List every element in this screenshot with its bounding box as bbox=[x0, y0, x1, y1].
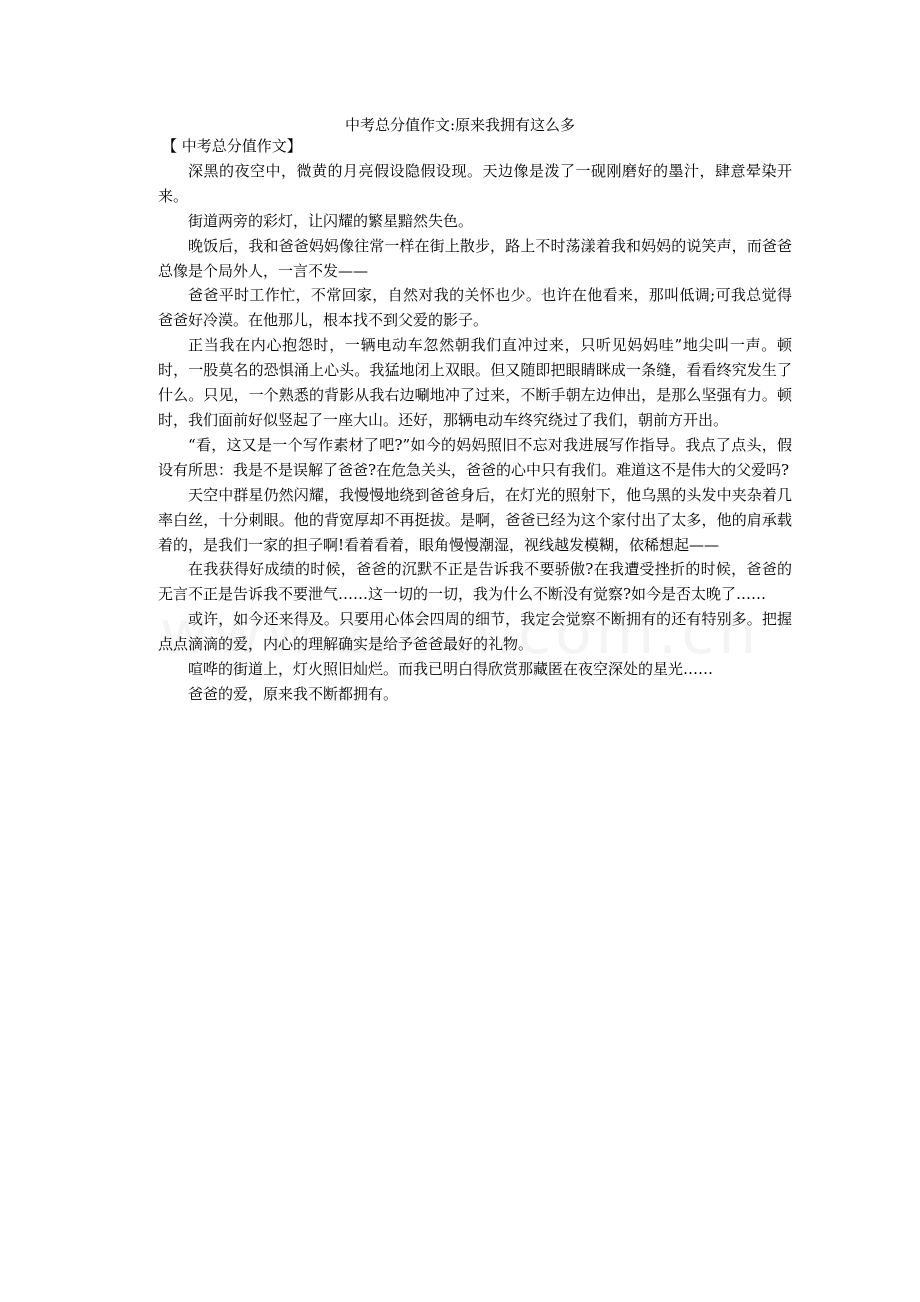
paragraph: 在我获得好成绩的时候，爸爸的沉默不正是告诉我不要骄傲?在我遭受挫折的时候，爸爸的无言不正是告诉我不要泄气……这一切的一切，我为什么不断没有觉察?如今是否太晚了…… bbox=[158, 560, 792, 604]
paragraph: 街道两旁的彩灯，让闪耀的繁星黯然失色。 bbox=[188, 211, 474, 230]
paragraph: 爸爸的爱，原来我不断都拥有。 bbox=[188, 684, 399, 703]
paragraph: 晚饭后，我和爸爸妈妈像往常一样在街上散步，路上不时荡漾着我和妈妈的说笑声，而爸爸总像是个局外人，一言不发—— bbox=[158, 236, 792, 280]
paragraph: 或许，如今还来得及。只要用心体会四周的细节，我定会觉察不断拥有的还有特别多。把握点点滴滴的爱，内心的理解确实是给予爸爸最好的礼物。 bbox=[158, 610, 792, 654]
document-title: 中考总分值作文:原来我拥有这么多 bbox=[344, 116, 576, 134]
paragraph: 天空中群星仍然闪耀，我慢慢地绕到爸爸身后，在灯光的照射下，他乌黑的头发中夹杂着几率白丝，十分刺眼。他的背宽厚却不再挺拔。是啊，爸爸已经为这个家付出了太多，他的肩承载着的，是我们一家的担子啊!看着看着，眼角慢慢潮湿，视线越发模糊，依稀想起—— bbox=[158, 485, 792, 554]
category-label: 【 中考总分值作文】 bbox=[162, 137, 302, 155]
paragraph: 深黑的夜空中，微黄的月亮假设隐假设现。天边像是泼了一砚刚磨好的墨汁，肆意晕染开来。 bbox=[158, 161, 792, 205]
paragraph: 喧哗的街道上，灯火照旧灿烂。而我已明白得欣赏那藏匿在夜空深处的星光…… bbox=[188, 660, 714, 679]
paragraph: 正当我在内心抱怨时，一辆电动车忽然朝我们直冲过来，只听见妈妈哇”地尖叫一声。顿时，一股莫名的恐惧涌上心头。我猛地闭上双眼。但又随即把眼睛眯成一条缝，看看终究发生了什么。只见，一个熟悉的背影从我右边唰地冲了过来，不断手朝左边伸出，是那么坚强有力。顿时，我们面前好似竖起了一座大山。还好，那辆电动车终究绕过了我们，朝前方开出。 bbox=[158, 336, 792, 429]
document-body bbox=[158, 134, 792, 707]
paragraph: 爸爸平时工作忙，不常回家，自然对我的关怀也少。也许在他看来，那叫低调;可我总觉得爸爸好冷漠。在他那儿，根本找不到父爱的影子。 bbox=[158, 286, 792, 330]
paragraph: “看，这又是一个写作素材了吧?”如今的妈妈照旧不忘对我进展写作指导。我点了点头，假设有所思：我是不是误解了爸爸?在危急关头，爸爸的心中只有我们。难道这不是伟大的父爱吗? bbox=[158, 435, 792, 479]
